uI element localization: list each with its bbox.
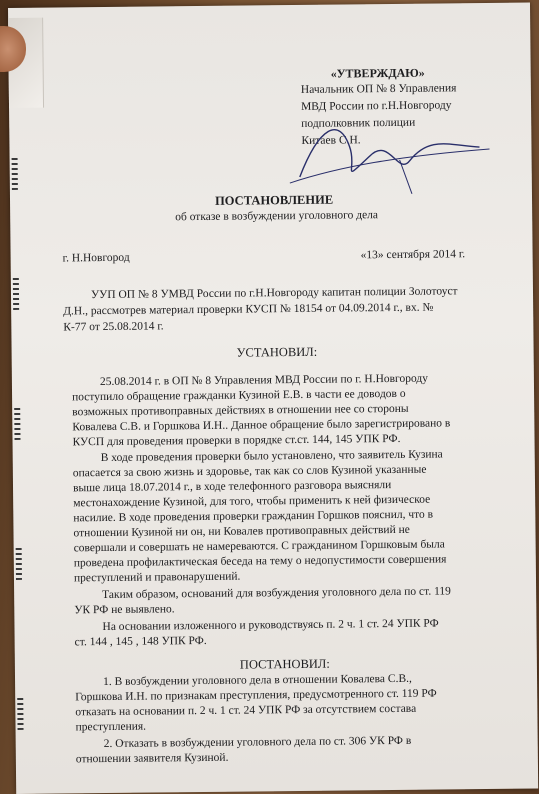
body-line: Ковалева С.В. и Горшкова И.Н.. Данное обращение было зарегистрировано в bbox=[72, 417, 451, 434]
approval-line: Китаев С.Н. bbox=[301, 134, 361, 147]
binding-holes bbox=[16, 548, 22, 580]
resolution-line: 2. Отказать в возбуждении уголовного дела по ст. 306 УК РФ в bbox=[103, 734, 412, 751]
body-line: Таким образом, оснований для возбуждения уголовного дела по ст. 119 bbox=[102, 585, 451, 602]
binding-holes bbox=[12, 158, 18, 190]
approval-title: «УТВЕРЖДАЮ» bbox=[330, 65, 425, 81]
body-line: УК РФ не выявлено. bbox=[74, 603, 175, 617]
body-line: отношении Кузиной ни он, ни Ковалев противоправных действий не bbox=[73, 523, 410, 540]
approval-line: подполковник полиции bbox=[301, 116, 416, 130]
approval-line: МВД России по г.Н.Новгороду bbox=[300, 99, 452, 113]
body-line: местонахождение Кузиной, для того, чтобы применить к ней физическое bbox=[73, 493, 431, 510]
body-line: совершали и совершать не намереваются. С гражданином Горшковым была bbox=[73, 538, 445, 555]
body-line: выше лица 18.07.2014 г., в ходе телефонного разговора выясняли bbox=[72, 479, 392, 495]
binding-holes bbox=[13, 278, 19, 310]
resolution-line: преступления. bbox=[75, 720, 147, 734]
binding-holes bbox=[17, 698, 23, 730]
approval-line: Начальник ОП № 8 Управления bbox=[300, 82, 457, 96]
body-line: проведена профилактическая беседа на тему о недопустимости совершения bbox=[73, 553, 447, 570]
resolved-heading: ПОСТАНОВИЛ: bbox=[239, 656, 330, 672]
established-heading: УСТАНОВИЛ: bbox=[236, 344, 318, 360]
body-line: преступлений и правонарушений. bbox=[73, 570, 241, 585]
body-line: На основании изложенного и руководствуясь п. 2 ч. 1 ст. 24 УПК РФ bbox=[102, 617, 439, 634]
document-page bbox=[8, 3, 538, 794]
intro-line: К-77 от 25.08.2014 г. bbox=[63, 320, 164, 334]
document-subtitle: об отказе в возбуждении уголовного дела bbox=[175, 209, 379, 224]
document-date: «13» сентября 2014 г. bbox=[360, 248, 466, 262]
resolution-line: отношении заявителя Кузиной. bbox=[75, 751, 229, 766]
body-line: ст. 144 , 145 , 148 УПК РФ. bbox=[74, 634, 207, 649]
signature bbox=[279, 105, 500, 197]
binding-holes bbox=[14, 408, 20, 440]
body-line: поступило обращение гражданки Кузиной Е.В. в части ее доводов о bbox=[72, 387, 406, 404]
body-line: опасается за свою жизнь и здоровье, так как со слов Кузиной указанные bbox=[72, 463, 427, 480]
body-line: В ходе проведения проверки было установлено, что заявитель Кузина bbox=[100, 448, 443, 465]
body-line: 25.08.2014 г. в ОП № 8 Управления МВД России по г. Н.Новгороду bbox=[99, 372, 429, 389]
intro-line: Д.Н., рассмотрев материал проверки КУСП № 18154 от 04.09.2014 г., вх. № bbox=[63, 301, 434, 318]
body-line: насилие. В ходе проведения проверки гражданин Горшков пояснил, что в bbox=[73, 508, 434, 525]
intro-line: УУП ОП № 8 УМВД России по г.Н.Новгороду капитан полиции Золотоуст bbox=[90, 285, 458, 302]
document-title: ПОСТАНОВЛЕНИЕ bbox=[214, 192, 334, 208]
body-line: КУСП для проведения проверки в порядке ст.ст. 144, 145 УПК РФ. bbox=[72, 432, 401, 449]
body-line: возможных противоправных действиях в отношении нее со стороны bbox=[72, 402, 409, 419]
resolution-line: отказать на основании п. 2 ч. 1 ст. 24 УПК РФ за отсутствием состава bbox=[75, 702, 417, 719]
resolution-line: 1. В возбуждении уголовного дела в отношении Ковалева С.В., bbox=[103, 672, 412, 689]
resolution-line: Горшкова И.Н. по признакам преступления, предусмотренного ст. 119 РФ bbox=[75, 687, 437, 704]
document-place: г. Н.Новгород bbox=[62, 251, 130, 265]
